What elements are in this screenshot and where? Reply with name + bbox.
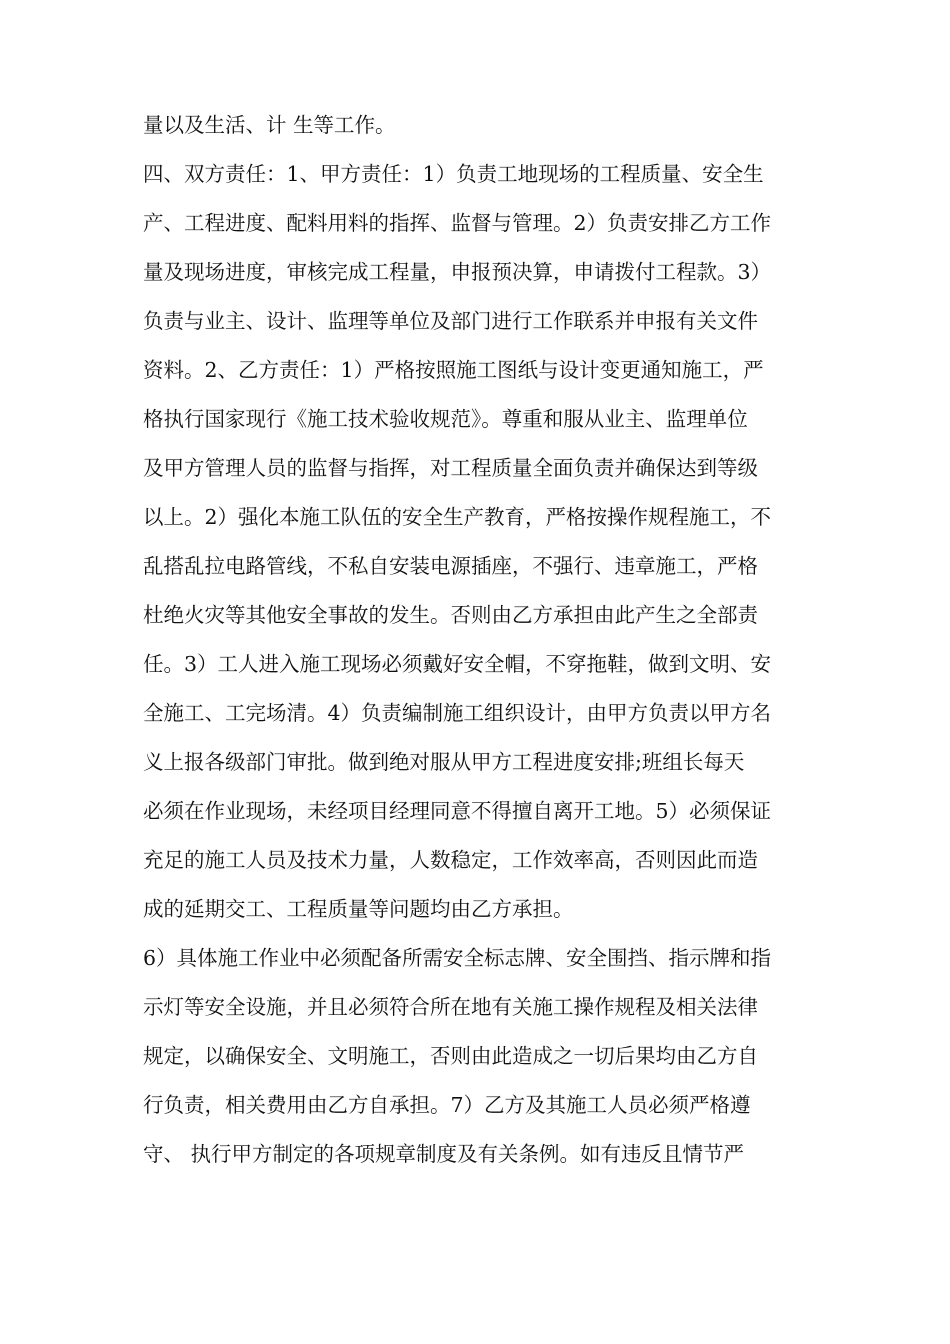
text-line: 负责与业主、设计、监理等单位及部门进行工作联系并申报有关文件	[143, 309, 758, 333]
text-line: 乱搭乱拉电路管线，不私自安装电源插座，不强行、违章施工，严格	[143, 554, 758, 578]
text-line: 杜绝火灾等其他安全事故的发生。否则由乙方承担由此产生之全部责	[143, 603, 758, 627]
text-line: 6）具体施工作业中必须配备所需安全标志牌、安全围挡、指示牌和指	[143, 946, 772, 970]
text-line: 产、工程进度、配料用料的指挥、监督与管理。2）负责安排乙方工作	[143, 211, 772, 235]
text-line: 必须在作业现场，未经项目经理同意不得擅自离开工地。5）必须保证	[143, 799, 772, 823]
text-line: 任。3）工人进入施工现场必须戴好安全帽，不穿拖鞋，做到文明、安	[143, 652, 772, 676]
contract-text	[143, 101, 843, 1179]
text-line: 及甲方管理人员的监督与指挥，对工程质量全面负责并确保达到等级	[143, 456, 758, 480]
text-line: 行负责，相关费用由乙方自承担。7）乙方及其施工人员必须严格遵	[143, 1093, 751, 1117]
text-line: 义上报各级部门审批。做到绝对服从甲方工程进度安排;班组长每天	[143, 750, 745, 774]
text-line: 规定，以确保安全、文明施工，否则由此造成之一切后果均由乙方自	[143, 1044, 758, 1068]
text-line: 资料。2、乙方责任：1）严格按照施工图纸与设计变更通知施工，严	[143, 358, 764, 382]
text-line: 充足的施工人员及技术力量，人数稳定，工作效率高，否则因此而造	[143, 848, 758, 872]
text-line: 量及现场进度，审核完成工程量，申报预决算，申请拨付工程款。3）	[143, 260, 772, 284]
text-line: 格执行国家现行《施工技术验收规范》。尊重和服从业主、监理单位	[143, 407, 748, 431]
text-line: 全施工、工完场清。4）负责编制施工组织设计，由甲方负责以甲方名	[143, 701, 772, 725]
text-line: 量以及生活、计 生等工作。	[143, 113, 396, 137]
text-line: 四、双方责任：1、甲方责任：1）负责工地现场的工程质量、安全生	[143, 162, 764, 186]
text-line: 守、 执行甲方制定的各项规章制度及有关条例。如有违反且情节严	[143, 1142, 745, 1166]
text-line: 示灯等安全设施，并且必须符合所在地有关施工操作规程及相关法律	[143, 995, 758, 1019]
text-line: 以上。2）强化本施工队伍的安全生产教育，严格按操作规程施工，不	[143, 505, 772, 529]
text-line: 成的延期交工、工程质量等问题均由乙方承担。	[143, 897, 574, 921]
